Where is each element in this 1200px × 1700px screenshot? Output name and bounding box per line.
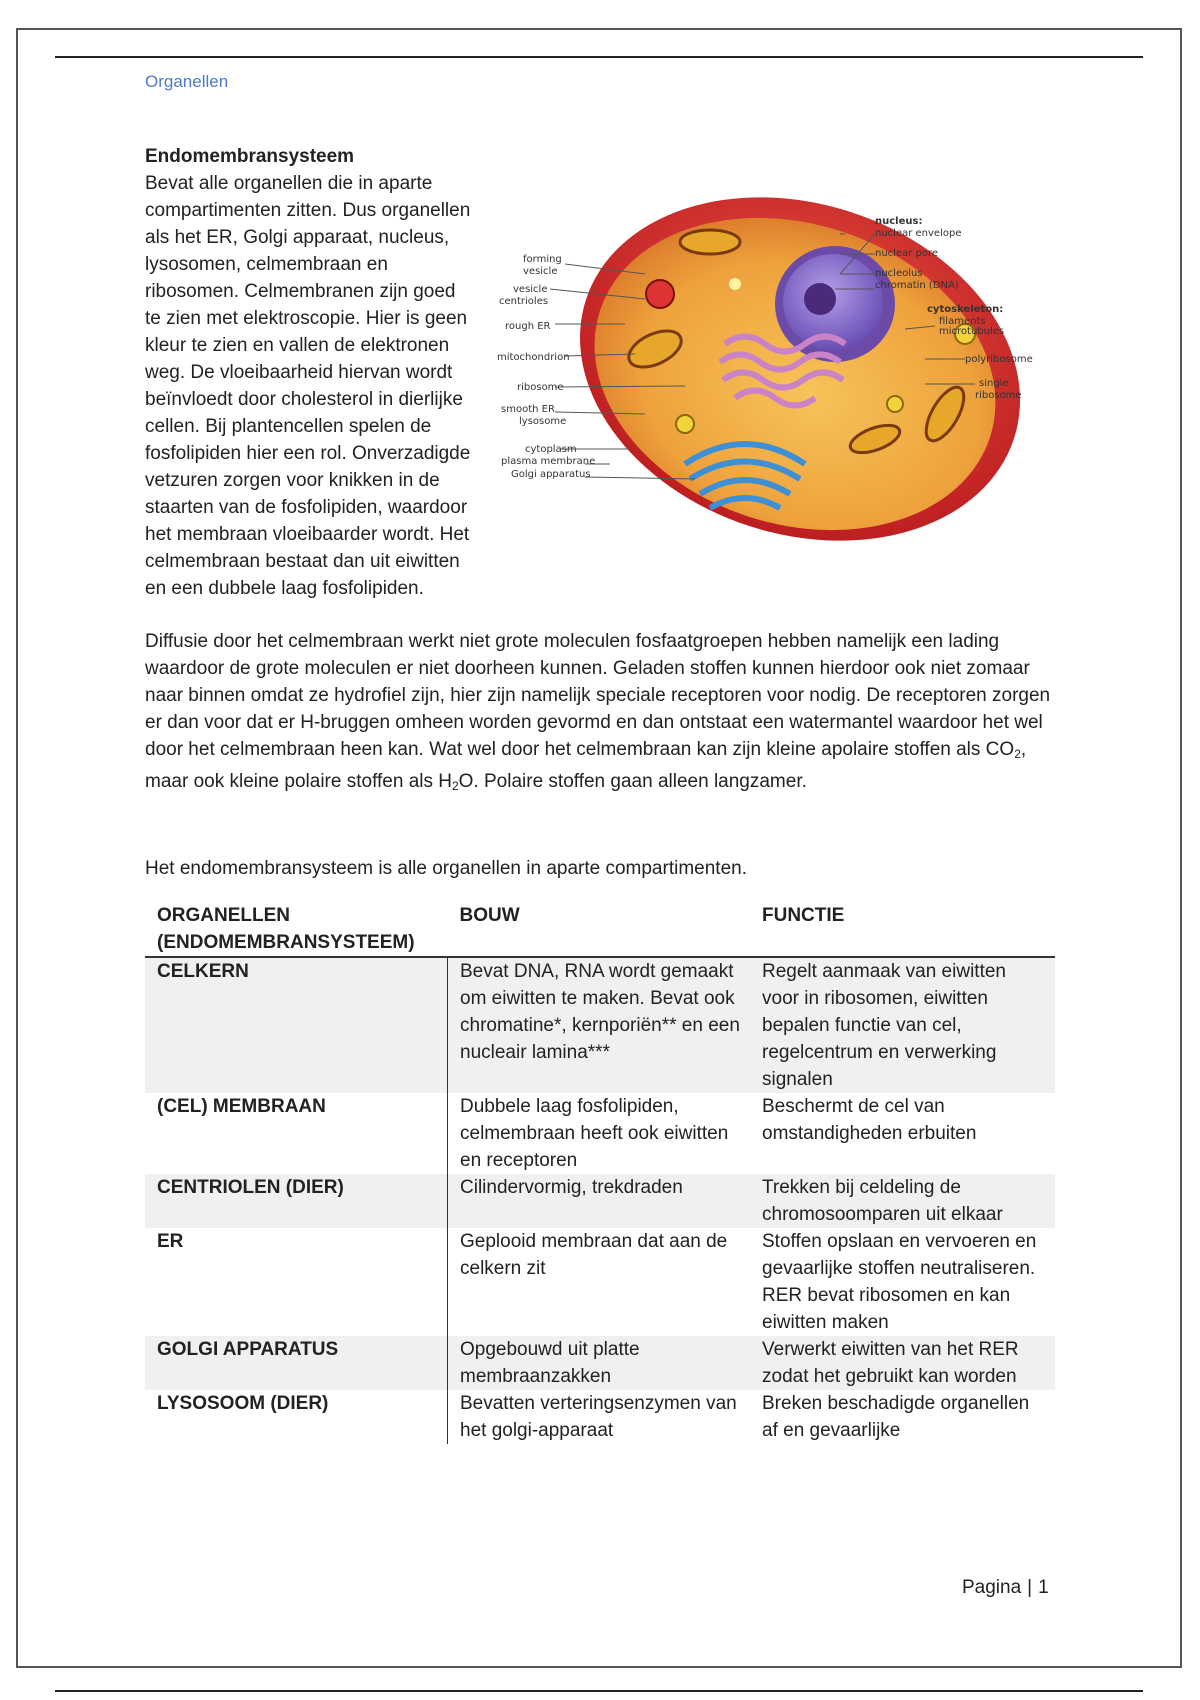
table-row <box>145 957 1055 1093</box>
diffusion-text-1: Diffusie door het celmembraan werkt niet grote moleculen fosfaatgroepen hebben namelijk een lading waardoor de grote moleculen er niet doorheen kunnen. Geladen stoffen kunnen hierdoor ook niet zomaar naar binnen omdat ze hydrofiel zijn, hier zijn namelijk speciale receptoren voor nodig. De receptoren zorgen er dan voor dat er H-bruggen omheen worden gevormd en dan ontstaat een watermantel waardoor het wel door het celmembraan heen kan. Wat wel door het celmembraan kan zijn kleine apolaire stoffen als CO <box>145 631 1051 760</box>
organel-name: LYSOSOOM (DIER) <box>145 1390 448 1444</box>
table-header-row <box>145 900 1055 957</box>
summary-paragraph: Het endomembransysteem is alle organellen in aparte compartimenten. <box>145 858 747 879</box>
h2o-subscript: 2 <box>451 779 459 793</box>
page-separator: | <box>1027 1577 1033 1598</box>
organel-functie: Verwerkt eiwitten van het RER zodat het gebruikt kan worden <box>750 1336 1055 1390</box>
label-nuclear-envelope: nuclear envelope <box>875 228 962 239</box>
organel-functie: Beschermt de cel van omstandigheden erbuiten <box>762 1096 977 1144</box>
table-row <box>145 1390 1055 1444</box>
label-centrioles: centrioles <box>499 296 549 307</box>
label-cytoplasm: cytoplasm <box>525 444 577 455</box>
diffusion-paragraph <box>145 628 1055 800</box>
label-rough-er: rough ER <box>505 321 551 332</box>
diffusion-text-2: , maar ook kleine polaire stoffen als H <box>145 739 1027 792</box>
intro-block <box>145 170 1055 602</box>
organel-bouw: Geplooid membraan dat aan de celkern zit <box>460 1231 728 1279</box>
section-heading: Endomembransysteem <box>145 146 355 167</box>
label-ribosome: ribosome <box>517 382 564 393</box>
page-label: Pagina <box>962 1577 1022 1598</box>
table-row <box>145 1228 1055 1336</box>
organel-functie: Breken beschadigde organellen af en gevaarlijke <box>762 1393 1030 1441</box>
label-microtubules: microtubules <box>939 326 1005 337</box>
table-row <box>145 1174 1055 1228</box>
organel-bouw: Bevatten verteringsenzymen van het golgi-apparaat <box>460 1393 737 1441</box>
table-row <box>145 1336 1055 1390</box>
organel-functie: Regelt aanmaak van eiwitten voor in ribosomen, eiwitten bepalen functie van cel, regelcentrum en verwerking signalen <box>750 957 1055 1093</box>
page-number: 1 <box>1038 1577 1049 1598</box>
label-nucleus: nucleus: <box>875 216 923 227</box>
page-header-title: Organellen <box>145 72 229 91</box>
label-smooth-er: smooth ER <box>501 404 555 415</box>
label-single-ribosome: ribosome <box>975 390 1022 401</box>
label-mitochondrion: mitochondrion <box>497 352 570 363</box>
label-cytoskeleton: cytoskeleton: <box>927 304 1004 315</box>
label-polyribosome: polyribosome <box>965 354 1033 365</box>
column-header-functie: FUNCTIE <box>750 900 1055 957</box>
organelles-table <box>145 900 1055 1444</box>
label-nucleolus: nucleolus <box>875 268 923 279</box>
document-body <box>145 143 1055 1444</box>
label-forming-vesicle: forming <box>523 254 562 265</box>
header-rule <box>55 56 1143 58</box>
table-row <box>145 1093 1055 1174</box>
intro-paragraph: Bevat alle organellen die in aparte compartimenten zitten. Dus organellen als het ER, Golgi apparaat, nucleus, lysosomen, celmembraan en ribosomen. Celmembranen zijn goed te zien met elektroscopie. Hier is geen kleur te zien en vallen de elektronen weg. De vloeibaarheid hiervan wordt beïnvloedt door cholesterol in dierlijke cellen. Bij plantencellen spelen de fosfolipiden hier een rol. Onverzadigde vetzuren zorgen voor knikken in de staarten van de fosfolipiden, waardoor het membraan vloeibaarder wordt. Het celmembraan bestaat dan uit eiwitten en een dubbele laag fosfolipiden. <box>145 173 471 599</box>
organel-name: GOLGI APPARATUS <box>145 1336 448 1390</box>
organel-functie: Trekken bij celdeling de chromosoomparen uit elkaar <box>750 1174 1055 1228</box>
label-golgi: Golgi apparatus <box>511 469 591 480</box>
organel-name: (CEL) MEMBRAAN <box>145 1093 448 1174</box>
co2-subscript: 2 <box>1014 747 1021 761</box>
label-single: single <box>979 378 1009 389</box>
label-forming-vesicle-2: vesicle <box>523 266 558 277</box>
organel-name: ER <box>145 1228 448 1336</box>
organel-bouw: Opgebouwd uit platte membraanzakken <box>448 1336 751 1390</box>
organel-bouw: Dubbele laag fosfolipiden, celmembraan heeft ook eiwitten en receptoren <box>460 1096 729 1171</box>
organel-bouw: Cilindervormig, trekdraden <box>448 1174 751 1228</box>
organel-functie: Stoffen opslaan en vervoeren en gevaarlijke stoffen neutraliseren. RER bevat ribosomen en kan eiwitten maken <box>762 1231 1037 1333</box>
label-plasma-membrane: plasma membrane <box>501 456 596 467</box>
label-nuclear-pore: nuclear pore <box>875 248 939 259</box>
label-vesicle: vesicle <box>513 284 548 295</box>
column-header-bouw: BOUW <box>448 900 751 957</box>
bottom-rule <box>55 1690 1143 1692</box>
animal-cell-illustration <box>495 174 1055 594</box>
organel-name: CENTRIOLEN (DIER) <box>145 1174 448 1228</box>
organel-name: CELKERN <box>145 957 448 1093</box>
animal-cell-diagram <box>495 174 1055 594</box>
label-lysosome: lysosome <box>519 416 567 427</box>
page-footer <box>962 1577 1049 1599</box>
label-chromatin: chromatin (DNA) <box>875 280 959 291</box>
label-filaments: filaments <box>939 316 986 327</box>
column-header-organellen: ORGANELLEN (ENDOMEMBRANSYSTEEM) <box>145 900 448 957</box>
organel-bouw: Bevat DNA, RNA wordt gemaakt om eiwitten te maken. Bevat ook chromatine*, kernporiën** en een nucleair lamina*** <box>448 957 751 1093</box>
diffusion-text-3: O. Polaire stoffen gaan alleen langzamer. <box>458 771 807 792</box>
